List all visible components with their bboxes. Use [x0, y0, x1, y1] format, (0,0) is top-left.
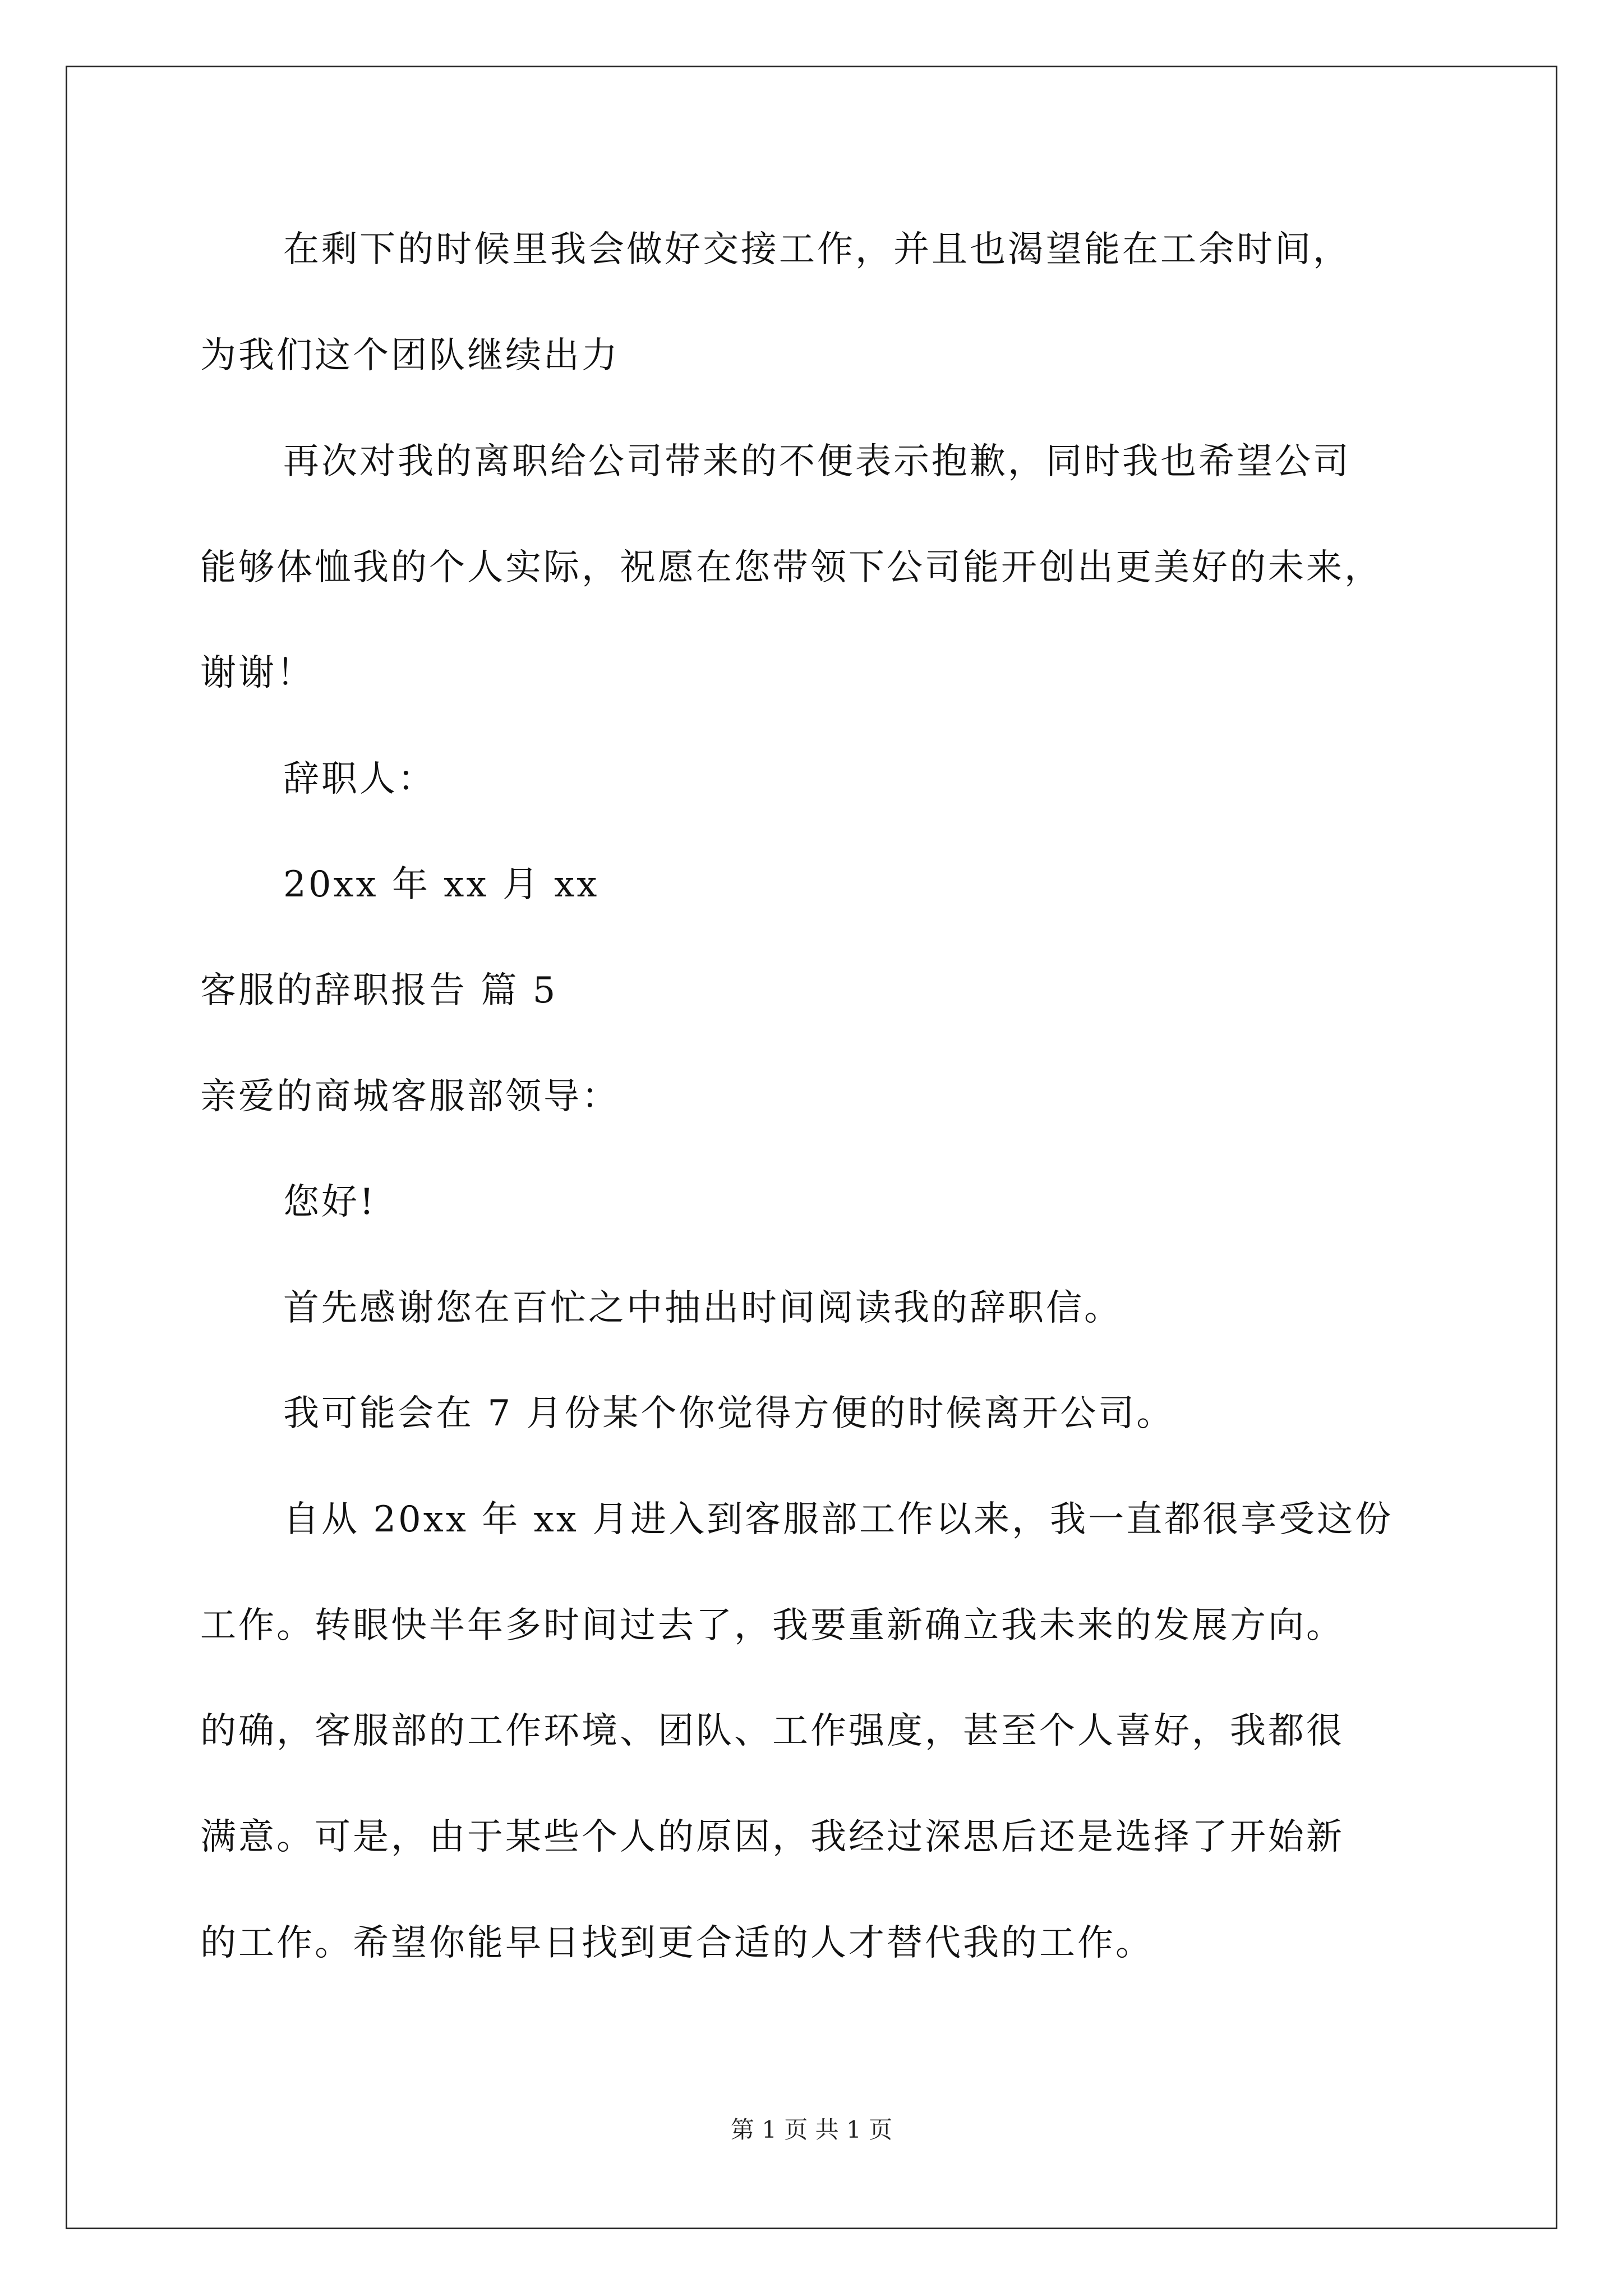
section-title: 客服的辞职报告 篇 5	[200, 970, 558, 1011]
signer-label: 辞职人：	[283, 758, 436, 800]
paragraph-line-9: 工作。转眼快半年多时间过去了，我要重新确立我未来的发展方向。	[200, 1605, 1344, 1646]
paragraph-line-3: 再次对我的离职给公司带来的不便表示抱歉，同时我也希望公司	[283, 441, 1351, 482]
paragraph-line-1: 在剩下的时候里我会做好交接工作，并且也渴望能在工余时间，	[283, 229, 1351, 270]
paragraph-line-4: 能够体恤我的个人实际，祝愿在您带领下公司能开创出更美好的未来，	[200, 547, 1382, 588]
paragraph-line-7: 我可能会在 7 月份某个你觉得方便的时候离开公司。	[283, 1393, 1175, 1434]
paragraph-line-12: 的工作。希望你能早日找到更合适的人才替代我的工作。	[200, 1922, 1154, 1964]
page-footer: 第 1 页 共 1 页	[730, 2116, 893, 2143]
paragraph-line-5: 谢谢！	[200, 652, 315, 694]
signature-date: 20xx 年 xx 月 xx	[283, 864, 600, 905]
paragraph-line-11: 满意。可是，由于某些个人的原因，我经过深思后还是选择了开始新	[200, 1816, 1344, 1858]
salutation: 亲爱的商城客服部领导：	[200, 1076, 620, 1117]
paragraph-line-10: 的确，客服部的工作环境、团队、工作强度，甚至个人喜好，我都很	[200, 1710, 1344, 1752]
paragraph-line-8: 自从 20xx 年 xx 月进入到客服部工作以来，我一直都很享受这份	[283, 1499, 1394, 1540]
paragraph-line-2: 为我们这个团队继续出力	[200, 335, 620, 376]
greeting: 您好!	[283, 1181, 376, 1223]
paragraph-line-6: 首先感谢您在百忙之中抽出时间阅读我的辞职信。	[283, 1287, 1122, 1329]
page-border	[66, 66, 1557, 2229]
